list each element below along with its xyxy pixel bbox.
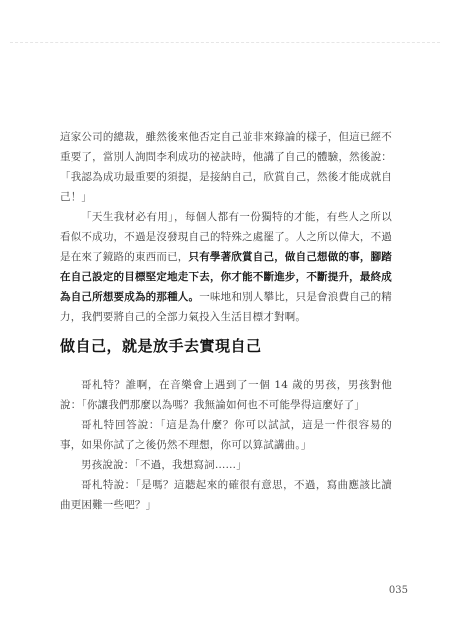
paragraph-talent-lead: 「天生我材必有用」，每個人都有一份獨特的才能，有些人之所以看似不成功，不過是沒發現自己的特殊之處罷了。人之所以偉大，不過是在來了鏡路的東西而已， [60,211,392,263]
paragraph-dialogue-2: 哥札特回答說：「這是為什麼？你可以試試，這是一件很容易的事，如果你試了之後仍然不理想，你可以算試講曲。」 [60,419,392,451]
page-number: 035 [388,585,408,596]
paragraph-dialogue-3: 男孩說說：「不過，我想寫詞……」 [81,459,247,471]
top-text-block [60,127,392,327]
paragraph-dialogue-4: 哥札特說：「是嗎？這聽起來的確很有意思，不過，寫曲應該比讀曲更困難一些吧？」 [60,479,392,511]
paragraph-intro: 這家公司的總裁，雖然後來他否定自己並非來錄論的樣子，但這已經不重要了，當別人詢問李利成功的祕訣時，他講了自己的體驗，然後說：「我認為成功最重要的須提，是接納自己，欣賞自己，然後才能成就自己！」 [60,131,392,203]
highlighted-sentence: 只有學著欣賞自己，做自己想做的事，腳踏在自己設定的目標堅定地走下去，你才能不斷進步，不斷提升，最終成為自己所想要成為的那種人。 [60,251,392,303]
bottom-text-block [60,375,392,515]
paragraph-dialogue-1: 哥札特？誰啊，在音樂會上遇到了一個 14 歲的男孩，男孩對他說：「你讓我們那麼以為嗎？我無論如何也不可能學得這麼好了」 [60,379,392,411]
header-divider [10,42,440,43]
paragraph-talent-tail: 一味地和別人攀比，只是會浪費自己的精力，我們要將自己的全部力氣投入生活目標才對啊。 [60,291,392,323]
section-heading: 做自己，就是放手去實現自己 [60,337,262,355]
paragraph-talent [60,207,392,327]
